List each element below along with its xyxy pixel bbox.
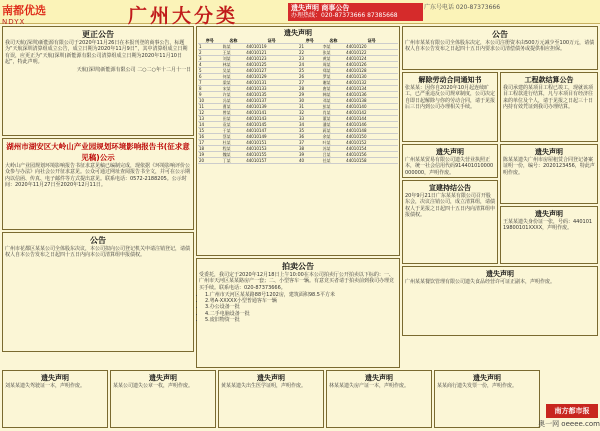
table-cell: 44010143 xyxy=(245,116,298,122)
table-header-cell: 证号 xyxy=(345,38,398,44)
table-cell: 宋某 xyxy=(222,86,246,92)
lost-table xyxy=(198,38,398,164)
table-header-cell: 名称 xyxy=(222,38,246,44)
page-title: 广州大分类 xyxy=(128,5,239,27)
table-row xyxy=(198,158,398,164)
table-cell: 李某 xyxy=(322,44,346,50)
table-cell: 唐某 xyxy=(322,86,346,92)
table-cell: 6 xyxy=(198,74,222,80)
table-cell: 蒋某 xyxy=(322,128,346,134)
table-cell: 44010136 xyxy=(345,92,398,98)
table-cell: 44010123 xyxy=(245,56,298,62)
table-cell: 44010138 xyxy=(345,98,398,104)
correction-body: 我司天航(深圳)新能源有限公司于2020年11月26日在本报刊登的商事公告，标题为“天航深圳清算组成立公告，成立日期为2020年11月9日”，其中清算组成立日期有误，应更正为“天航(深圳)新能源有限公司清算组成立日期为2020年11月10日起”，特此声明。 xyxy=(5,40,188,65)
table-cell: 15 xyxy=(198,128,222,134)
huzhou-title: 湖州市湖安区大岭山产业园规划环境影响报告书(征求意见稿)公示 xyxy=(6,142,190,162)
lost4-title: 遗失声明 xyxy=(486,270,514,278)
table-cell: 11 xyxy=(198,104,222,110)
table-cell: 44010131 xyxy=(245,80,298,86)
table-cell: 13 xyxy=(198,116,222,122)
auction-body: 受委托，我司定于2020年12月18日上午10:00在本公司拍卖厅公开拍卖以下标的：一、广州市天河区某某路房产一套；二、小型客车一辆。有意竞买者请于拍卖前到我司办理竞买手续。联系电话：020-87373666。 xyxy=(199,272,395,291)
table-cell: 39 xyxy=(298,152,322,158)
bottom-lost-title: 遗失声明 xyxy=(473,374,501,382)
table-cell: 16 xyxy=(198,134,222,140)
auction-item: • 4.二手电脑设备一批 xyxy=(205,311,397,317)
table-cell: 40 xyxy=(298,158,322,164)
table-cell: 44010144 xyxy=(345,116,398,122)
dismissal-body: 张某某：因你自2020年10月起连续旷工，已严重违反公司规章制度，公司决定自即日起解除与你的劳动合同，请于见报后三日内到公司办理相关手续。 xyxy=(405,85,496,110)
table-cell: 44010135 xyxy=(245,92,298,98)
logo xyxy=(2,2,97,26)
table-cell: 22 xyxy=(298,50,322,56)
table-cell: 38 xyxy=(298,146,322,152)
bottom-lost-notice xyxy=(218,370,324,428)
table-cell: 44010124 xyxy=(345,56,398,62)
huzhou-notice xyxy=(2,138,194,230)
table-cell: 12 xyxy=(198,110,222,116)
auction-title: 拍卖公告 xyxy=(282,262,314,271)
table-header-cell: 证号 xyxy=(245,38,298,44)
table-cell: 周某 xyxy=(322,62,346,68)
dismissal-notice xyxy=(402,72,498,142)
table-cell: 2 xyxy=(198,50,222,56)
table-cell: 32 xyxy=(298,110,322,116)
auction-item: • 1.广州市天河区某某路88号1202房，建筑面积98.5平方米 xyxy=(205,292,397,298)
table-cell: 27 xyxy=(298,80,322,86)
table-cell: 31 xyxy=(298,104,322,110)
correction-notice xyxy=(2,26,194,136)
banner-title: 遗失声明 商事公告 xyxy=(291,4,350,12)
table-header-cell: 序号 xyxy=(198,38,222,44)
table-cell: 杜某 xyxy=(222,140,246,146)
table-cell: 19 xyxy=(198,152,222,158)
lost1-notice xyxy=(402,144,498,178)
table-header-cell: 序号 xyxy=(298,38,322,44)
table-cell: 44010141 xyxy=(245,110,298,116)
table-cell: 44010140 xyxy=(345,104,398,110)
table-cell: 肖某 xyxy=(322,110,346,116)
table-cell: 35 xyxy=(298,128,322,134)
table-cell: 5 xyxy=(198,68,222,74)
table-cell: 谢某 xyxy=(322,80,346,86)
table-cell: 1 xyxy=(198,44,222,50)
lost3-notice xyxy=(500,206,598,264)
table-cell: 3 xyxy=(198,56,222,62)
top-right-notice xyxy=(402,26,598,70)
table-cell: 程某 xyxy=(222,146,246,152)
table-cell: 44010129 xyxy=(245,74,298,80)
table-cell: 44010152 xyxy=(345,140,398,146)
table-cell: 叶某 xyxy=(322,140,346,146)
correction-footer: 天航(深圳)新能源有限公司 二○二○年十二月十一日 xyxy=(76,67,191,74)
auction-item: • 2.粤A·XXXXX小型普通客车一辆 xyxy=(205,298,397,304)
table-cell: 44010157 xyxy=(245,158,298,164)
table-cell: 44010154 xyxy=(345,146,398,152)
table-cell: 28 xyxy=(298,86,322,92)
table-cell: 44010132 xyxy=(345,80,398,86)
table-cell: 25 xyxy=(298,68,322,74)
table-cell: 44010158 xyxy=(345,158,398,164)
top-right-title: 公告 xyxy=(492,30,508,39)
table-cell: 44010121 xyxy=(245,50,298,56)
table-cell: 10 xyxy=(198,98,222,104)
bottom-lost-body: 林某某遗失房产证一本，声明作废。 xyxy=(329,383,410,389)
table-cell: 梁某 xyxy=(222,80,246,86)
bottom-lost-body: 刘某某遗失驾驶证一本，声明作废。 xyxy=(5,383,86,389)
table-cell: 曾某 xyxy=(222,110,246,116)
table-cell: 44010128 xyxy=(345,68,398,74)
table-cell: 44010119 xyxy=(245,44,298,50)
table-cell: 7 xyxy=(198,80,222,86)
bottom-lost-strip xyxy=(2,370,542,428)
table-cell: 王某 xyxy=(222,50,246,56)
table-cell: 刘某 xyxy=(222,56,246,62)
liquidation-body: 20年9月21日广东某某有限公司召开股东会，决议注销公司，成立清算组，请债权人于见报之日起四十五日内向清算组申报债权。 xyxy=(405,193,496,218)
table-cell: 20 xyxy=(198,158,222,164)
table-cell: 许某 xyxy=(222,92,246,98)
table-cell: 林某 xyxy=(222,62,246,68)
logo-text: 南都优选 xyxy=(2,4,46,17)
table-cell: 袁某 xyxy=(222,122,246,128)
table-cell: 44010130 xyxy=(345,74,398,80)
table-cell: 44010149 xyxy=(245,134,298,140)
table-cell: 44010155 xyxy=(245,152,298,158)
lost3-title: 遗失声明 xyxy=(535,210,563,218)
lost1-body: 广州某某贸易有限公司遗失营业执照正本，统一社会信用代码914401010000000000，声明作废。 xyxy=(405,157,494,176)
bottom-lost-body: 某某公司遗失公章一枚，声明作废。 xyxy=(113,383,194,389)
table-cell: 8 xyxy=(198,86,222,92)
table-cell: 44010145 xyxy=(245,122,298,128)
announcement-title: 公告 xyxy=(90,236,106,245)
dismissal-title: 解除劳动合同通知书 xyxy=(418,76,482,84)
table-cell: 44010142 xyxy=(345,110,398,116)
lost-table-box xyxy=(196,26,400,256)
table-cell: 潘某 xyxy=(322,122,346,128)
banner-sub: 办理热线：020-87373666 87385668 xyxy=(291,12,398,19)
table-cell: 丁某 xyxy=(222,158,246,164)
table-cell: 44010139 xyxy=(245,104,298,110)
table-header-cell: 名称 xyxy=(322,38,346,44)
table-cell: 任某 xyxy=(322,158,346,164)
table-cell: 18 xyxy=(198,146,222,152)
bottom-lost-notice xyxy=(110,370,216,428)
table-cell: 44010125 xyxy=(245,62,298,68)
table-cell: 21 xyxy=(298,44,322,50)
banner xyxy=(288,3,423,21)
table-cell: 吴某 xyxy=(222,68,246,74)
table-cell: 24 xyxy=(298,62,322,68)
table-cell: 34 xyxy=(298,122,322,128)
auction-item: • 5.废旧物资一批 xyxy=(205,317,397,323)
auction-item: • 3.办公设备一批 xyxy=(205,304,397,310)
table-cell: 董某 xyxy=(322,116,346,122)
table-cell: 张某 xyxy=(322,50,346,56)
table-cell: 黄某 xyxy=(322,56,346,62)
table-cell: 44010150 xyxy=(345,134,398,140)
table-cell: 田某 xyxy=(222,116,246,122)
lost4-body: 广州某某餐饮管理有限公司遗失食品经营许可证正副本，声明作废。 xyxy=(405,279,556,285)
table-cell: 44010127 xyxy=(245,68,298,74)
table-cell: 44010120 xyxy=(345,44,398,50)
table-cell: 罗某 xyxy=(322,74,346,80)
table-cell: 14 xyxy=(198,122,222,128)
table-body xyxy=(198,44,398,164)
logo-sub: NDYX xyxy=(2,18,26,26)
table-cell: 44010122 xyxy=(345,50,398,56)
table-cell: 4 xyxy=(198,62,222,68)
table-cell: 苏某 xyxy=(322,146,346,152)
bottom-lost-body: 黄某某遗失出生医学证明，声明作废。 xyxy=(221,383,307,389)
table-cell: 邓某 xyxy=(322,98,346,104)
announcement-body: 广州市花都区某某公司全体股东决议，本公司拟向公司登记机关申请注销登记，请债权人自本公告发布之日起四十五日内向本公司清算组申报债权。 xyxy=(5,246,191,259)
table-cell: 23 xyxy=(298,56,322,62)
payroll-body: 我司承建的某项目工程已竣工，现就该项目工程款进行结算，凡与本项目有经济往来的单位及个人，请于见报之日起三十日内持有效凭证到我司办理结算。 xyxy=(503,85,594,110)
bottom-lost-title: 遗失声明 xyxy=(41,374,69,382)
table-cell: 26 xyxy=(298,74,322,80)
table-cell: 37 xyxy=(298,140,322,146)
payroll-title: 工程款结算公告 xyxy=(524,76,574,84)
liquidation-notice xyxy=(402,180,498,264)
table-cell: 30 xyxy=(298,98,322,104)
lost2-body: 陈某某遗失广州市房屋租赁合同登记备案证明一份，编号：2020123456，特此声明作废。 xyxy=(503,157,595,176)
bottom-lost-body: 某某商行遗失发票一份，声明作废。 xyxy=(437,383,518,389)
table-cell: 44010148 xyxy=(345,128,398,134)
auction-items xyxy=(199,292,397,323)
bottom-lost-title: 遗失声明 xyxy=(149,374,177,382)
lost2-notice xyxy=(500,144,598,204)
announcement-notice xyxy=(2,232,194,352)
header-note: 广东号电话 020-87373666 xyxy=(424,4,501,11)
lost3-body: 王某某遗失身份证一张，号码：44010119800101XXXX，声明作废。 xyxy=(503,219,593,232)
table-title: 遗失声明 xyxy=(284,29,312,37)
bottom-lost-notice xyxy=(2,370,108,428)
table-cell: 44010151 xyxy=(245,140,298,146)
table-cell: 冯某 xyxy=(222,98,246,104)
top-right-body: 广州市某某有限公司全体股东决定，本公司注册资本由500万元减少至100万元，请债权人自本公告发布之日起四十五日内要求公司清偿债务或提供相应担保。 xyxy=(405,40,595,53)
brand-url: 奥一网 oeeee.com xyxy=(538,420,600,428)
table-cell: 29 xyxy=(298,92,322,98)
table-cell: 何某 xyxy=(222,74,246,80)
lost2-title: 遗失声明 xyxy=(535,148,563,156)
auction-notice xyxy=(196,258,400,368)
table-cell: 陈某 xyxy=(222,44,246,50)
table-cell: 彭某 xyxy=(322,104,346,110)
table-cell: 余某 xyxy=(322,134,346,140)
table-cell: 曹某 xyxy=(222,104,246,110)
table-cell: 44010133 xyxy=(245,86,298,92)
page-header xyxy=(0,0,600,27)
table-cell: 郑某 xyxy=(322,68,346,74)
bottom-lost-title: 遗失声明 xyxy=(257,374,285,382)
table-cell: 44010156 xyxy=(345,152,398,158)
bottom-lost-notice xyxy=(326,370,432,428)
table-cell: 韩某 xyxy=(322,92,346,98)
brand-logo: 南方都市报 xyxy=(546,404,598,418)
lost1-title: 遗失声明 xyxy=(436,148,464,156)
huzhou-body: 大岭山产业园规划环境影响报告书征求意见稿已编制完成，现依据《环境影响评价公众参与办法》向社会公开征求意见。公众可通过网址查阅报告书全文，并可在公示期内以信函、传真、电子邮件等方式提出意见。联系电话：0572-2188205。公示时间：2020年11月27日至2020年12月11日。 xyxy=(5,163,191,188)
table-cell: 蔡某 xyxy=(222,134,246,140)
table-cell: 33 xyxy=(298,116,322,122)
table-cell: 吕某 xyxy=(322,152,346,158)
payroll-notice xyxy=(500,72,598,142)
table-cell: 44010134 xyxy=(345,86,398,92)
bottom-lost-title: 遗失声明 xyxy=(365,374,393,382)
liquidation-title: 宣建持结公告 xyxy=(429,184,471,192)
correction-title: 更正公告 xyxy=(82,30,114,39)
lost4-notice xyxy=(402,266,598,336)
table-cell: 44010126 xyxy=(345,62,398,68)
table-cell: 44010137 xyxy=(245,98,298,104)
table-cell: 36 xyxy=(298,134,322,140)
table-cell: 44010147 xyxy=(245,128,298,134)
table-cell: 44010146 xyxy=(345,122,398,128)
table-cell: 9 xyxy=(198,92,222,98)
table-cell: 17 xyxy=(198,140,222,146)
table-cell: 于某 xyxy=(222,128,246,134)
table-cell: 44010153 xyxy=(245,146,298,152)
table-cell: 魏某 xyxy=(222,152,246,158)
